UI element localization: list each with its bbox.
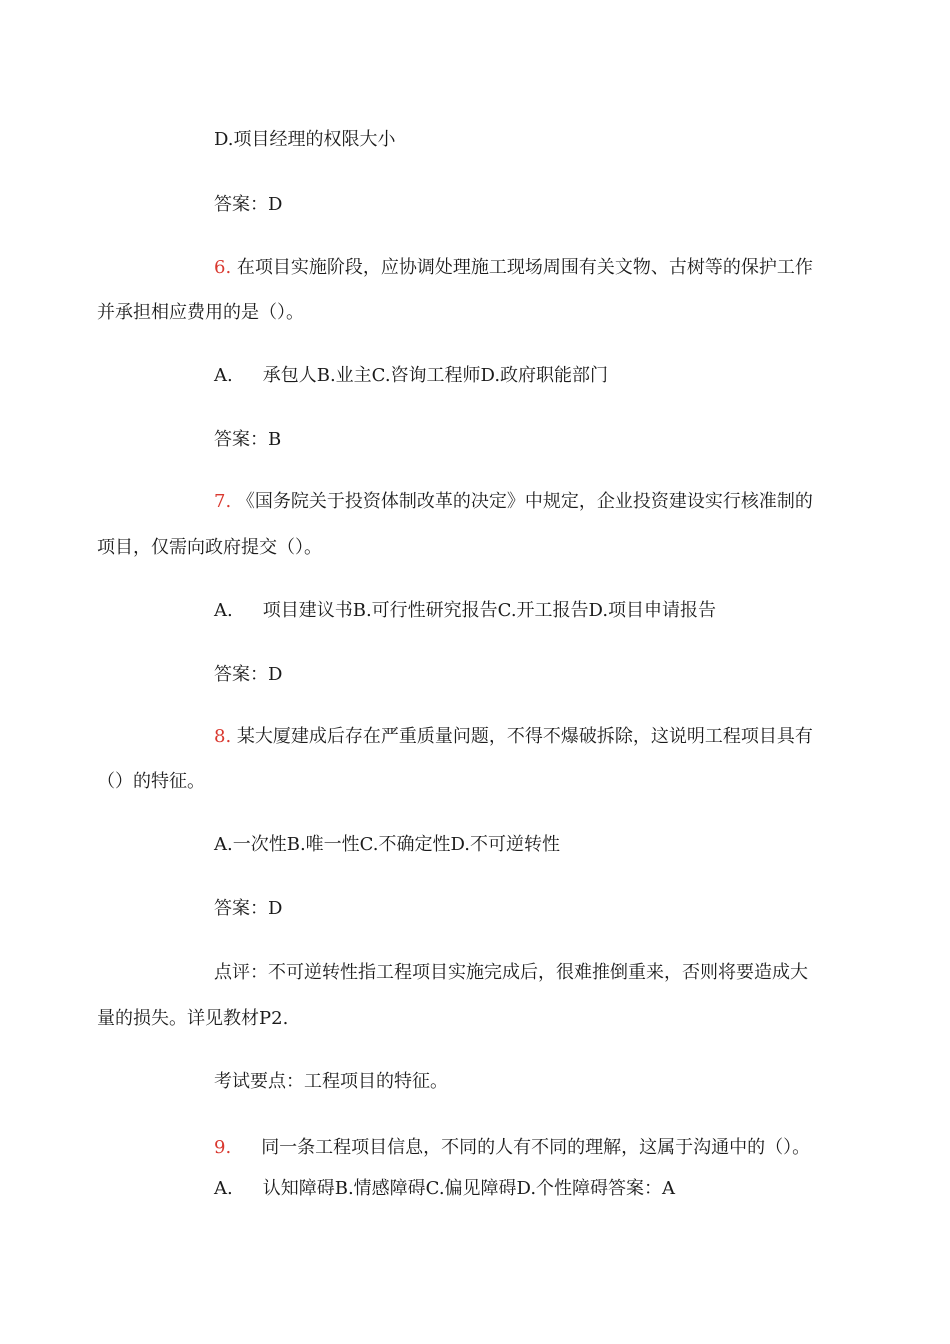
q5-option-d: D.项目经理的权限大小 bbox=[214, 129, 396, 150]
q6-stem-line2: 并承担相应费用的是（）。 bbox=[97, 302, 304, 323]
q8-stem-line1 bbox=[214, 725, 813, 749]
q6-stem-line1 bbox=[214, 256, 813, 280]
q7-number: 7. bbox=[214, 491, 232, 512]
q6-answer: 答案：B bbox=[214, 429, 282, 450]
q8-answer: 答案：D bbox=[214, 898, 283, 919]
q7-answer: 答案：D bbox=[214, 664, 283, 685]
q7-options bbox=[214, 599, 716, 623]
q6-number: 6. bbox=[214, 257, 232, 278]
q9-options-prefix: A. bbox=[214, 1178, 233, 1199]
q8-number: 8. bbox=[214, 726, 232, 747]
q7-stem-text: 《国务院关于投资体制改革的决定》中规定，企业投资建设实行核准制的 bbox=[236, 491, 813, 512]
q7-stem-line1 bbox=[214, 490, 813, 514]
q8-stem-line2: （）的特征。 bbox=[97, 771, 205, 792]
q6-options-prefix: A. bbox=[214, 365, 233, 386]
q8-stem-text: 某大厦建成后存在严重质量问题，不得不爆破拆除，这说明工程项目具有 bbox=[236, 726, 813, 747]
q9-stem-text: 同一条工程项目信息，不同的人有不同的理解，这属于沟通中的（）。 bbox=[261, 1137, 811, 1158]
q6-stem-text: 在项目实施阶段，应协调处理施工现场周围有关文物、古树等的保护工作 bbox=[236, 257, 813, 278]
q5-answer: 答案：D bbox=[214, 194, 283, 215]
q9-options-text: 认知障碍B.情感障碍C.偏见障碍D.个性障碍答案：A bbox=[262, 1178, 676, 1199]
q7-options-text: 项目建议书B.可行性研究报告C.开工报告D.项目申请报告 bbox=[262, 600, 717, 621]
q8-key-point: 考试要点：工程项目的特征。 bbox=[214, 1071, 448, 1092]
q6-options-text: 承包人B.业主C.咨询工程师D.政府职能部门 bbox=[262, 365, 609, 386]
q8-options: A.一次性B.唯一性C.不确定性D.不可逆转性 bbox=[214, 834, 561, 855]
q7-stem-line2: 项目，仅需向政府提交（）。 bbox=[97, 537, 322, 558]
q9-stem bbox=[214, 1136, 810, 1160]
q7-options-prefix: A. bbox=[214, 600, 233, 621]
q9-options bbox=[214, 1177, 675, 1201]
q6-options bbox=[214, 364, 608, 388]
q8-comment-line2: 量的损失。详见教材P2. bbox=[97, 1008, 289, 1029]
q9-number: 9. bbox=[214, 1137, 232, 1158]
q8-comment-line1: 点评：不可逆转性指工程项目实施完成后，很难推倒重来，否则将要造成大 bbox=[214, 962, 808, 983]
